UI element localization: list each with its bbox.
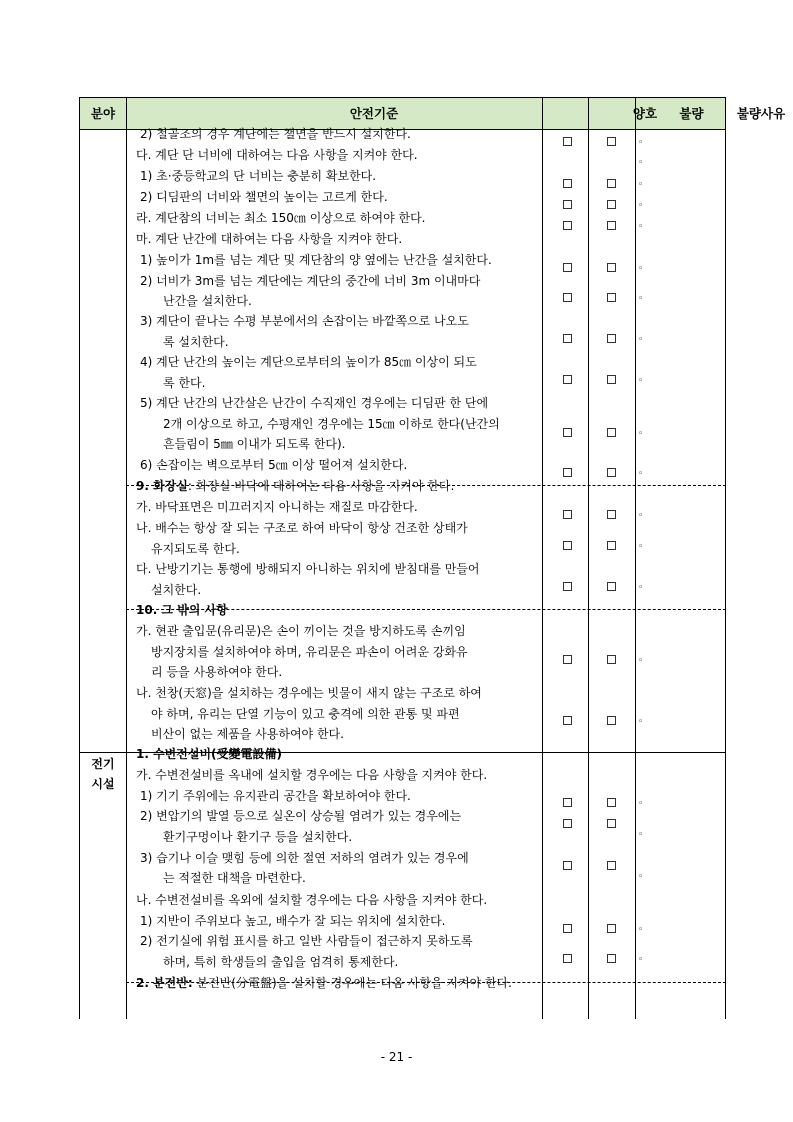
standard-text: 2) 변압기의 발열 등으로 실온이 상승될 염려가 있는 경우에는 [140, 809, 462, 823]
bad-checkbox[interactable] [607, 798, 616, 807]
checklist-table [79, 97, 786, 1019]
standard-line [151, 540, 240, 558]
standard-line [136, 498, 418, 516]
bad-checkbox[interactable] [607, 428, 616, 437]
standard-text: 1) 지반이 주위보다 높고, 배수가 잘 되는 위치에 설치한다. [140, 914, 446, 928]
reason-bullet: ◦ [638, 542, 644, 552]
bad-checkbox[interactable] [607, 221, 616, 230]
standard-text: 록 설치한다. [163, 335, 229, 349]
header-standard: 안전기준 [349, 106, 399, 121]
good-checkbox[interactable] [563, 861, 572, 870]
good-checkbox[interactable] [563, 334, 572, 343]
bad-checkbox[interactable] [607, 541, 616, 550]
bad-checkbox[interactable] [607, 819, 616, 828]
standard-text: 1) 기기 주위에는 유지관리 공간을 확보하여야 한다. [140, 789, 411, 803]
reason-bullet: ◦ [638, 264, 644, 274]
standard-line [136, 974, 512, 992]
reason-bullet: ◦ [638, 925, 644, 935]
standard-line [136, 560, 480, 578]
category-label-line1: 전기 [91, 757, 115, 771]
reason-bullet: ◦ [638, 799, 644, 809]
bad-checkbox[interactable] [607, 334, 616, 343]
good-checkbox[interactable] [563, 468, 572, 477]
standard-line [151, 581, 201, 599]
standard-line [140, 912, 446, 930]
standard-text: 환기구멍이나 환기구 등을 설치한다. [163, 830, 353, 844]
bad-checkbox[interactable] [607, 510, 616, 519]
reason-bullet: ◦ [638, 222, 644, 232]
standard-text: 록 한다. [163, 376, 206, 390]
standard-line [163, 292, 252, 310]
bad-checkbox[interactable] [607, 179, 616, 188]
standard-line [163, 435, 346, 453]
standard-line [151, 643, 468, 661]
section-heading: 10. 그 밖의 사항 [136, 603, 228, 617]
standard-line [140, 312, 469, 330]
standard-line [151, 725, 344, 743]
bad-checkbox[interactable] [607, 655, 616, 664]
bad-checkbox[interactable] [607, 293, 616, 302]
standard-text: 가. 현관 출입문(유리문)은 손이 끼이는 것을 방지하도록 손끼임 [136, 624, 466, 638]
reason-bullet: ◦ [638, 376, 644, 386]
good-checkbox[interactable] [563, 510, 572, 519]
standard-text: 2) 전기실에 위험 표시를 하고 일반 사람들이 접근하지 못하도록 [140, 934, 473, 948]
standard-line [163, 333, 229, 351]
column-divider [635, 98, 636, 1019]
reason-bullet: ◦ [638, 335, 644, 345]
standard-line [136, 519, 468, 537]
column-divider [588, 98, 589, 1019]
bad-checkbox[interactable] [607, 954, 616, 963]
standard-line [140, 188, 388, 206]
good-checkbox[interactable] [563, 200, 572, 209]
standard-text: : 화장실 바닥에 대하여는 다음 사항을 지켜야 한다. [187, 479, 455, 493]
standard-text: 2) 철골조의 경우 계단에는 챌면을 반드시 설치한다. [140, 127, 411, 141]
standard-text: 나. 수변전설비를 옥외에 설치할 경우에는 다음 사항을 지켜야 한다. [136, 893, 488, 907]
section-heading: 1. 수변전설비(受變電設備) [136, 747, 283, 761]
standard-text: 2) 디딤판의 너비와 챌면의 높이는 고르게 한다. [140, 190, 388, 204]
good-checkbox[interactable] [563, 179, 572, 188]
page-number: - 21 - [380, 1050, 413, 1064]
standard-line [140, 167, 376, 185]
header-field: 분야 [90, 106, 116, 121]
good-checkbox[interactable] [563, 375, 572, 384]
reason-bullet: ◦ [638, 158, 644, 168]
section-heading: 9. 화장실 [136, 479, 188, 493]
standard-text: 5) 계단 난간의 난간살은 난간이 수직재인 경우에는 디딤판 한 단에 [140, 396, 489, 410]
standard-line [140, 807, 461, 825]
standard-text: 1) 높이가 1m를 넘는 계단 및 계단참의 양 옆에는 난간을 설치한다. [140, 253, 492, 267]
standard-line [136, 146, 418, 164]
reason-bullet: ◦ [638, 872, 644, 882]
good-checkbox[interactable] [563, 263, 572, 272]
bad-checkbox[interactable] [607, 716, 616, 725]
standard-text: 1) 초·중등학교의 단 너비는 충분히 확보한다. [140, 169, 377, 183]
reason-bullet: ◦ [638, 138, 644, 148]
reason-bullet: ◦ [638, 583, 644, 593]
standard-line [140, 272, 480, 290]
standard-text: 나. 천창(天窓)을 설치하는 경우에는 빗물이 새지 않는 구조로 하여 [136, 686, 482, 700]
standard-line [140, 394, 488, 412]
reason-bullet: ◦ [638, 511, 644, 521]
reason-bullet: ◦ [638, 429, 644, 439]
category-label-line2: 시설 [91, 777, 115, 791]
header-reason: 불량사유 [736, 106, 786, 121]
good-checkbox[interactable] [563, 798, 572, 807]
good-checkbox[interactable] [563, 293, 572, 302]
standard-line [136, 684, 482, 702]
header-good: 양호 [632, 106, 658, 121]
bad-checkbox[interactable] [607, 137, 616, 146]
standard-text: 리 등을 사용하여야 한다. [151, 665, 283, 679]
standard-line [163, 869, 306, 887]
standard-line [140, 251, 492, 269]
reason-bullet: ◦ [638, 201, 644, 211]
standard-text: 가. 수변전설비를 옥내에 설치할 경우에는 다음 사항을 지켜야 한다. [136, 768, 488, 782]
standard-text: 6) 손잡이는 벽으로부터 5㎝ 이상 떨어져 설치한다. [140, 458, 408, 472]
standard-text: 유지되도록 한다. [151, 542, 240, 556]
standard-line [136, 209, 425, 227]
standard-line [163, 415, 500, 433]
bad-checkbox[interactable] [607, 263, 616, 272]
standard-text: 야 하며, 유리는 단열 기능이 있고 충격에 의한 관통 및 파편 [151, 707, 460, 721]
reason-bullet: ◦ [638, 469, 644, 479]
standard-text: 3) 계단이 끝나는 수평 부분에서의 손잡이는 바깥쪽으로 나오도 [140, 314, 469, 328]
standard-line [140, 125, 411, 143]
bad-checkbox[interactable] [607, 375, 616, 384]
standard-line [136, 766, 487, 784]
standard-line [151, 663, 282, 681]
standard-line [136, 891, 487, 909]
standard-line [140, 353, 477, 371]
standard-text: 라. 계단참의 너비는 최소 150㎝ 이상으로 하여야 한다. [136, 211, 426, 225]
good-checkbox[interactable] [563, 582, 572, 591]
good-checkbox[interactable] [563, 137, 572, 146]
reason-bullet: ◦ [638, 717, 644, 727]
good-checkbox[interactable] [563, 954, 572, 963]
reason-bullet: ◦ [638, 955, 644, 965]
standard-line [136, 230, 402, 248]
standard-text: 다. 계단 단 너비에 대하여는 다음 사항을 지켜야 한다. [136, 148, 418, 162]
bad-checkbox[interactable] [607, 200, 616, 209]
standard-text: 2) 너비가 3m를 넘는 계단에는 계단의 중간에 너비 3m 이내마다 [140, 274, 481, 288]
good-checkbox[interactable] [563, 819, 572, 828]
standard-line [163, 374, 205, 392]
good-checkbox[interactable] [563, 428, 572, 437]
reason-bullet: ◦ [638, 656, 644, 666]
standard-text: 비산이 없는 제품을 사용하여야 한다. [151, 727, 344, 741]
standard-text: 다. 난방기기는 통행에 방해되지 아니하는 위치에 받침대를 만들어 [136, 562, 480, 576]
standard-text: 3) 습기나 이슬 맺힘 등에 의한 절연 저하의 염려가 있는 경우에 [140, 851, 469, 865]
standard-text: 나. 배수는 항상 잘 되는 구조로 하여 바닥이 항상 건조한 상태가 [136, 521, 468, 535]
standard-text: 방지장치를 설치하여야 하며, 유리문은 파손이 어려운 강화유 [151, 645, 468, 659]
standard-text: 4) 계단 난간의 높이는 계단으로부터의 높이가 85㎝ 이상이 되도 [140, 355, 477, 369]
bad-checkbox[interactable] [607, 861, 616, 870]
bad-checkbox[interactable] [607, 924, 616, 933]
good-checkbox[interactable] [563, 924, 572, 933]
good-checkbox[interactable] [563, 541, 572, 550]
standard-line [151, 705, 460, 723]
standard-line [136, 745, 282, 763]
standard-text: 가. 바닥표면은 미끄러지지 아니하는 재질로 마감한다. [136, 500, 418, 514]
standard-line [140, 849, 469, 867]
standard-text: 설치한다. [151, 583, 202, 597]
good-checkbox[interactable] [563, 221, 572, 230]
standard-line [136, 622, 466, 640]
standard-line [140, 787, 411, 805]
column-divider [126, 98, 127, 1019]
standard-text: 흔들림이 5㎜ 이내가 되도록 한다). [163, 437, 346, 451]
bad-checkbox[interactable] [607, 468, 616, 477]
section-heading: 2. 분전반: [136, 976, 193, 990]
column-divider [542, 98, 543, 1019]
standard-line [140, 456, 407, 474]
header-bad: 불량 [679, 106, 704, 121]
standard-text: 는 적절한 대책을 마련한다. [163, 871, 306, 885]
standard-line [163, 953, 398, 971]
standard-line [140, 932, 473, 950]
standard-line [136, 477, 454, 495]
bad-checkbox[interactable] [607, 582, 616, 591]
standard-text: 분전반(分電盤)을 설치할 경우에는 다음 사항을 지켜야 한다. [192, 976, 512, 990]
standard-text: 하며, 특히 학생들의 출입을 엄격히 통제한다. [163, 955, 399, 969]
standard-line [163, 828, 352, 846]
reason-bullet: ◦ [638, 180, 644, 190]
standard-line [136, 601, 228, 619]
reason-bullet: ◦ [638, 830, 644, 840]
good-checkbox[interactable] [563, 716, 572, 725]
standard-text: 난간을 설치한다. [163, 294, 252, 308]
standard-text: 마. 계단 난간에 대하여는 다음 사항을 지켜야 한다. [136, 232, 403, 246]
standard-text: 2개 이상으로 하고, 수평재인 경우에는 15㎝ 이하로 한다(난간의 [163, 417, 500, 431]
good-checkbox[interactable] [563, 655, 572, 664]
reason-bullet: ◦ [638, 294, 644, 304]
